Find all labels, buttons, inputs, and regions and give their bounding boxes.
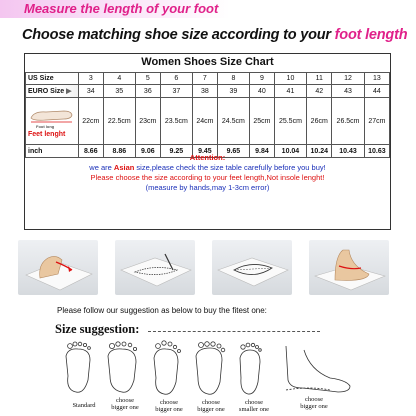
inch-value-cell: 8.66 [79,145,104,158]
suggestion-label-5-line1: choose [244,399,264,406]
follow-suggestion-text: Please follow our suggestion as below to buy the fitest one: [57,306,267,315]
suggestion-label-3-line1: choose [159,399,179,406]
cm-value-cell: 26cm [307,98,332,145]
size-suggestion-title: Size suggestion: [55,322,140,336]
foot-square-icon [196,348,222,394]
suggestion-label-6-line2: bigger one [300,403,328,410]
foot-length-row [26,98,390,145]
us-value-cell: 13 [364,73,389,85]
cm-value-cell: 25cm [250,98,275,145]
cm-value-cell: 27cm [364,98,389,145]
suggestion-label-1-line1: Standard [72,402,96,409]
inch-value-cell: 10.63 [364,145,389,158]
euro-size-text: EURO Size [28,88,65,95]
suggestion-label-3-line2: bigger one [155,406,183,413]
cm-value-cell: 24.5cm [217,98,249,145]
foot-on-paper-illustration [18,240,98,295]
foot-outline-measure-illustration [212,240,292,295]
suggestion-label-4-line2: bigger one [197,406,225,413]
euro-value-cell: 34 [79,85,104,98]
suggestion-label-1 [64,402,104,409]
euro-value-cell: 38 [193,85,218,98]
choose-size-heading [22,27,407,43]
us-value-cell: 10 [274,73,306,85]
cm-value-cell: 26.5cm [332,98,364,145]
asian-size-note [25,163,390,173]
foot-shapes-illustration [60,340,360,400]
suggestion-label-2-line2: bigger one [111,404,139,411]
us-value-cell: 6 [160,73,192,85]
us-size-row [26,73,390,85]
measure-title: Measure the length of your foot [24,1,219,16]
us-value-cell: 9 [250,73,275,85]
suggestion-label-3 [148,399,190,413]
cm-value-cell: 23.5cm [160,98,192,145]
inch-value-cell: 10.04 [274,145,306,158]
cm-value-cell: 22.5cm [103,98,135,145]
foot-length-label-cell [26,98,79,145]
feet-length-note: Please choose the size according to your feet length,Not insole lenght! [90,173,325,182]
suggestion-label-2 [104,397,146,411]
us-value-cell: 8 [217,73,249,85]
euro-value-cell: 35 [103,85,135,98]
note1-suffix: size,please check the size table carefully before you buy! [134,163,326,172]
suggestion-label-4-line1: choose [201,399,221,406]
suggestion-label-6-line1: choose [304,396,324,403]
cm-value-cell: 25.5cm [274,98,306,145]
euro-value-cell: 43 [332,85,364,98]
us-value-cell: 5 [136,73,161,85]
us-value-cell: 7 [193,73,218,85]
euro-value-cell: 37 [160,85,192,98]
chart-title: Women Shoes Size Chart [141,56,274,68]
chart-notes [25,153,390,193]
foot-side-ruler-illustration [309,240,389,295]
cm-value-cell: 22cm [79,98,104,145]
foot-wide-icon [108,349,136,392]
note1-asian: Asian [113,163,135,172]
inch-value-cell: 9.65 [217,145,249,158]
foot-high-arch-icon [286,346,350,392]
euro-value-cell: 39 [217,85,249,98]
us-value-cell: 12 [332,73,364,85]
euro-value-cell: 44 [364,85,389,98]
measure-photo-2 [115,240,195,295]
dashed-divider [148,331,320,332]
foot-narrow-icon [240,350,260,394]
suggestion-label-2-line1: choose [115,397,135,404]
choose-heading-highlight: foot length [334,27,408,43]
us-size-label: US Size [26,73,79,85]
foot-long-caption: Foot long [36,124,55,129]
euro-value-cell: 36 [136,85,161,98]
us-value-cell: 3 [79,73,104,85]
inch-value-cell: 9.45 [193,145,218,158]
choose-heading-text: Choose matching shoe size according to your [22,27,335,43]
euro-value-cell: 40 [250,85,275,98]
us-value-cell: 11 [307,73,332,85]
measure-photo-4 [309,240,389,295]
cm-value-cell: 23cm [136,98,161,145]
suggestion-label-5-line2: smaller one [238,406,270,413]
euro-size-row [26,85,390,98]
euro-value-cell: 42 [307,85,332,98]
suggestion-label-5 [232,399,276,413]
attention-label: Attention: [189,153,226,162]
inch-value-cell: 9.84 [250,145,275,158]
inch-value-cell: 10.43 [332,145,364,158]
size-chart [24,53,391,230]
arrow-right-icon: ▶ [66,88,72,95]
inch-value-cell: 8.86 [103,145,135,158]
inch-label: inch [26,145,79,158]
measure-photo-1 [18,240,98,295]
size-table [25,72,390,158]
foot-standard-icon [66,349,90,392]
feet-length-label: Feet lenght [28,131,66,138]
euro-size-label [26,85,79,98]
inch-value-cell: 9.25 [160,145,192,158]
inch-value-cell: 10.24 [307,145,332,158]
measure-photo-3 [212,240,292,295]
note1-prefix: we are [89,163,114,172]
suggestion-label-6 [292,396,336,410]
suggestion-label-4 [190,399,232,413]
cm-value-cell: 24cm [193,98,218,145]
inch-value-cell: 9.06 [136,145,161,158]
foot-outline-icon [28,106,74,124]
foot-long-toe-icon [154,349,178,394]
measure-error-note: (measure by hands,may 1-3cm error) [145,183,270,192]
foot-trace-illustration [115,240,195,295]
us-value-cell: 4 [103,73,135,85]
euro-value-cell: 41 [274,85,306,98]
